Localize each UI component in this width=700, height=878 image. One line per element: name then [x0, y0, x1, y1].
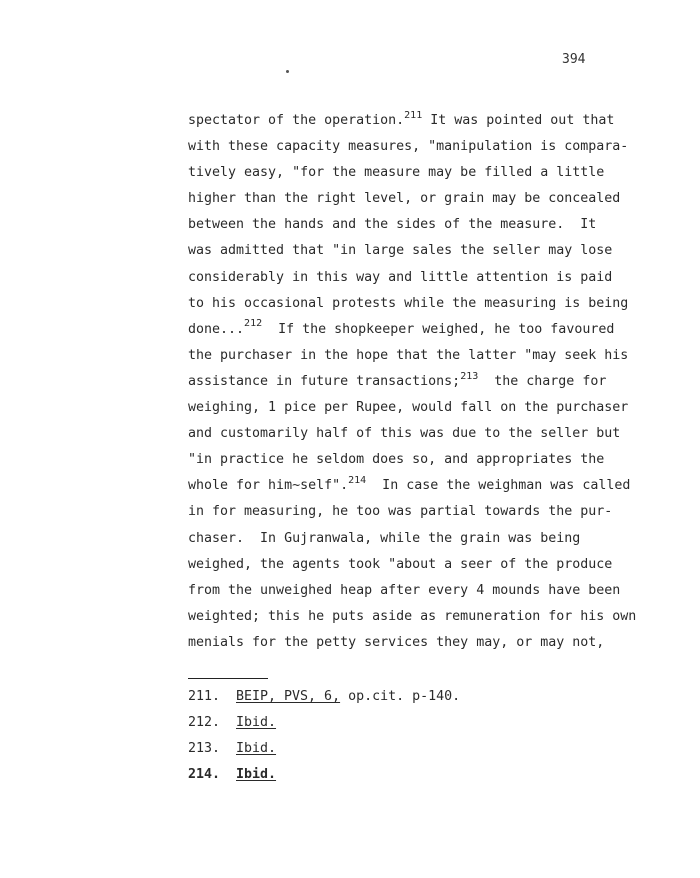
- body-line: [188, 526, 658, 552]
- text-segment: to his occasional protests while the measuring is being: [188, 295, 629, 311]
- footnote-rule: [188, 678, 268, 679]
- body-line: [188, 134, 658, 160]
- footnote-number: 211.: [188, 689, 221, 704]
- body-line: [188, 317, 658, 343]
- body-line: [188, 160, 658, 186]
- text-segment: chaser. In Gujranwala, while the grain was being: [188, 530, 581, 546]
- body-line: [188, 499, 658, 525]
- body-line: [188, 395, 658, 421]
- text-segment: If the shopkeeper weighed, he too favoured: [262, 321, 615, 337]
- text-segment: tively easy, "for the measure may be filled a little: [188, 165, 605, 181]
- footnote-source: Ibid.: [236, 741, 277, 756]
- text-segment: weighted; this he puts aside as remuneration for his own: [188, 608, 637, 624]
- footnote-ref: 213: [460, 370, 479, 382]
- body-line: [188, 343, 658, 369]
- body-text: [188, 108, 658, 656]
- footnote: [188, 684, 460, 710]
- text-segment: menials for the petty services they may, or may not,: [188, 634, 605, 650]
- text-segment: considerably in this way and little attention is paid: [188, 269, 613, 285]
- body-line: [188, 604, 658, 630]
- footnote: [188, 710, 460, 736]
- footnote-ref: 212: [244, 318, 263, 330]
- text-segment: between the hands and the sides of the measure. It: [188, 217, 597, 233]
- body-line: [188, 186, 658, 212]
- text-segment: weighing, 1 pice per Rupee, would fall on the purchaser: [188, 400, 629, 416]
- body-line: [188, 212, 658, 238]
- text-segment: "in practice he seldom does so, and appropriates the: [188, 452, 605, 468]
- footnote-ref: 211: [404, 109, 423, 121]
- text-segment: spectator of the operation.: [188, 113, 405, 128]
- text-segment: In case the weighman was called: [366, 478, 631, 494]
- body-line: [188, 291, 658, 317]
- body-line: [188, 552, 658, 578]
- text-segment: whole for him~self".: [188, 478, 349, 494]
- text-segment: and customarily half of this was due to the seller but: [188, 426, 621, 442]
- body-line: [188, 473, 658, 499]
- footnote-number: 212.: [188, 715, 221, 730]
- text-segment: the purchaser in the hope that the latter "may seek his: [188, 347, 629, 363]
- footnote-source: Ibid.: [236, 715, 277, 730]
- footnote-source: Ibid.: [236, 767, 277, 782]
- footnotes: [188, 684, 460, 788]
- page-number: 394: [562, 52, 586, 67]
- body-line: [188, 108, 658, 134]
- footnote-number: 213.: [188, 741, 221, 756]
- body-line: [188, 421, 658, 447]
- footnote-source: BEIP, PVS, 6,: [236, 689, 341, 704]
- text-segment: was admitted that "in large sales the seller may lose: [188, 243, 613, 259]
- footnote: [188, 736, 460, 762]
- body-line: [188, 265, 658, 291]
- text-segment: the charge for: [478, 373, 607, 389]
- footnote: [188, 762, 460, 788]
- body-line: [188, 578, 658, 604]
- text-segment: It was pointed out that: [422, 113, 615, 128]
- text-segment: with these capacity measures, "manipulation is compara-: [188, 139, 629, 155]
- footnote-number: 214.: [188, 767, 221, 782]
- footnote-detail: op.cit. p-140.: [340, 689, 461, 704]
- body-line: [188, 238, 658, 264]
- text-segment: from the unweighed heap after every 4 mounds have been: [188, 582, 621, 598]
- footnote-ref: 214: [348, 474, 367, 486]
- body-line: [188, 447, 658, 473]
- stray-mark: [286, 70, 289, 73]
- text-segment: assistance in future transactions;: [188, 373, 461, 389]
- text-segment: higher than the right level, or grain may be concealed: [188, 191, 621, 207]
- text-segment: in for measuring, he too was partial towards the pur-: [188, 504, 613, 520]
- text-segment: done...: [188, 321, 245, 337]
- body-line: [188, 630, 658, 656]
- text-segment: weighed, the agents took "about a seer of the produce: [188, 556, 613, 572]
- body-line: [188, 369, 658, 395]
